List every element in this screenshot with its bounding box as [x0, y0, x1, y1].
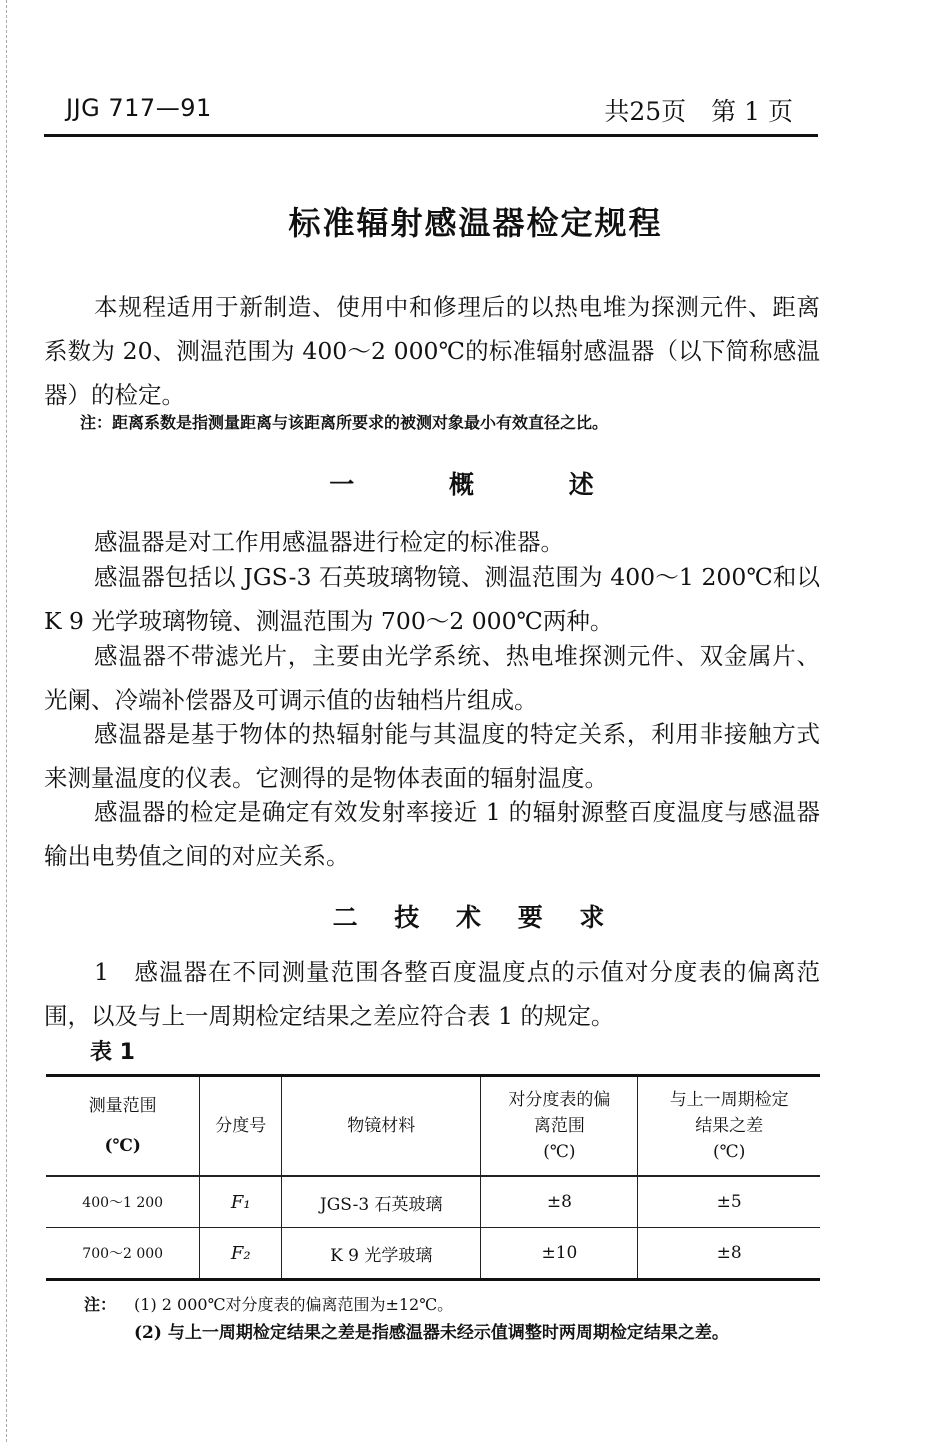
overview-paragraph: 感温器的检定是确定有效发射率接近 1 的辐射源整百度温度与感温器输出电势值之间的对应关系。: [44, 798, 820, 870]
cell-range: 700～2 000: [46, 1228, 200, 1280]
cell-deviation: ±10: [481, 1228, 638, 1280]
header-diff-label: 与上一周期检定结果之差: [669, 1090, 789, 1136]
page-count: 共25页 第 1 页: [604, 97, 793, 126]
standard-code: JJG 717—91: [66, 94, 212, 122]
header-rule: [44, 134, 818, 137]
cell-range: 400～1 200: [46, 1176, 200, 1228]
page-title: 标准辐射感温器检定规程: [288, 204, 663, 242]
table-row: [46, 1176, 820, 1228]
section-heading-overview: 一 概 述: [329, 470, 622, 499]
scope-note: [80, 410, 820, 433]
footnote-2: (2) 与上一周期检定结果之差是指感温器未经示值调整时两周期检定结果之差。: [134, 1323, 729, 1343]
header-material: 物镜材料: [282, 1076, 481, 1177]
cell-deviation: ±8: [481, 1176, 638, 1228]
header-deviation-unit: (℃): [543, 1142, 576, 1162]
header-range: [46, 1076, 200, 1177]
header-deviation-label: 对分度表的偏离范围: [508, 1090, 611, 1136]
overview-paragraph: 感温器包括以 JGS-3 石英玻璃物镜、测温范围为 400～1 200℃和以 K 9 光学玻璃物镜、测温范围为 700～2 000℃两种。: [44, 563, 820, 635]
table-row: [46, 1228, 820, 1280]
footnote-label: 注：: [84, 1295, 117, 1314]
table-label: 表 1: [90, 1040, 135, 1065]
header-deviation: [481, 1076, 638, 1177]
cell-diff: ±5: [638, 1176, 820, 1228]
scope-note-text: 距离系数是指测量距离与该距离所要求的被测对象最小有效直径之比。: [112, 413, 609, 432]
requirement-item-1: 1 感温器在不同测量范围各整百度温度点的示值对分度表的偏离范围，以及与上一周期检定结果之差应符合表 1 的规定。: [44, 958, 820, 1030]
header-diff-unit: (℃): [713, 1142, 746, 1162]
table-1: [46, 1074, 820, 1281]
footnote-1: [84, 1292, 453, 1315]
overview-paragraph: 感温器是对工作用感温器进行检定的标准器。: [94, 528, 564, 556]
scope-note-label: 注：: [80, 413, 113, 432]
overview-paragraph: 感温器是基于物体的热辐射能与其温度的特定关系，利用非接触方式来测量温度的仪表。它测得的是物体表面的辐射温度。: [44, 720, 820, 792]
table-header-row: [46, 1076, 820, 1177]
header-diff: [638, 1076, 820, 1177]
cell-grade: F₂: [200, 1228, 282, 1280]
overview-paragraph: 感温器不带滤光片，主要由光学系统、热电堆探测元件、双金属片、光阑、冷端补偿器及可调示值的齿轴档片组成。: [44, 642, 820, 714]
cell-material: JGS-3 石英玻璃: [282, 1176, 481, 1228]
cell-diff: ±8: [638, 1228, 820, 1280]
cell-material: K 9 光学玻璃: [282, 1228, 481, 1280]
scope-paragraph: 本规程适用于新制造、使用中和修理后的以热电堆为探测元件、距离系数为 20、测温范围为 400～2 000℃的标准辐射感温器（以下简称感温器）的检定。: [44, 293, 820, 409]
header-range-unit: (℃): [104, 1136, 141, 1156]
cell-grade: F₁: [200, 1176, 282, 1228]
section-heading-technical: 二 技 术 要 求: [332, 903, 619, 932]
header-range-label: 测量范围: [88, 1096, 157, 1116]
footnote-1-text: (1) 2 000℃对分度表的偏离范围为±12℃。: [134, 1295, 454, 1314]
header-grade: 分度号: [200, 1076, 282, 1177]
